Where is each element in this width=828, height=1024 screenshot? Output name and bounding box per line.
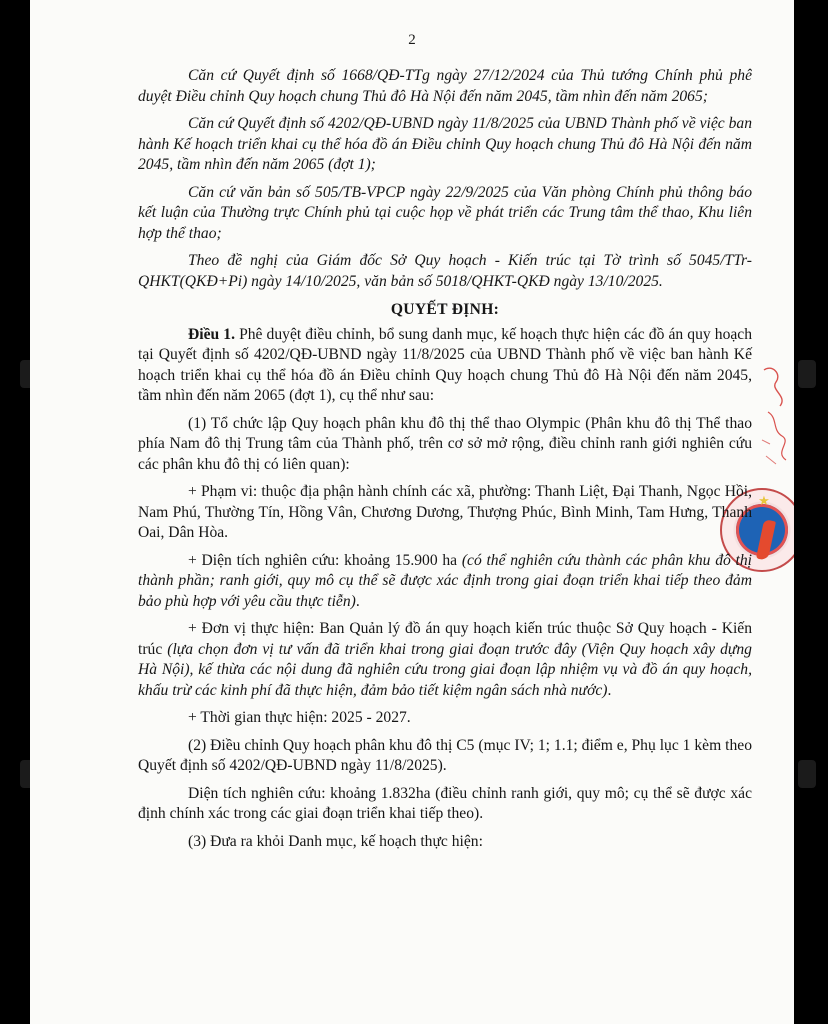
area-text: + Diện tích nghiên cứu: khoảng 15.900 ha (188, 551, 462, 569)
unit-text: + Đơn vị thực hiện: Ban Quản lý đồ án quy hoạch kiến trúc thuộc Sở Quy hoạch - Kiến trúc (138, 620, 752, 658)
item-2-area: Diện tích nghiên cứu: khoảng 1.832ha (điều chỉnh ranh giới, quy mô; cụ thể sẽ được xác định chính xác trong các giai đoạn triển khai tiếp theo). (138, 784, 752, 822)
item-1-unit (138, 619, 752, 701)
article-1 (138, 325, 752, 407)
item-1-scope: + Phạm vi: thuộc địa phận hành chính các xã, phường: Thanh Liệt, Đại Thanh, Ngọc Hồi, Nam Phú, Thường Tín, Hồng Vân, Chương Dương, Thượng Phúc, Bình Minh, Tam Hưng, Thanh Oai, Dân Hòa. (138, 483, 752, 541)
item-1-timeline: + Thời gian thực hiện: 2025 - 2027. (188, 709, 411, 726)
legal-basis-3: Căn cứ văn bản số 505/TB-VPCP ngày 22/9/2025 của Văn phòng Chính phủ thông báo kết luận của Thường trực Chính phủ tại cuộc họp về phát triển các Trung tâm thể thao, Khu liên hợp thể thao; (138, 183, 752, 242)
page-number: 2 (408, 32, 416, 48)
document-body (138, 66, 752, 859)
legal-basis-1: Căn cứ Quyết định số 1668/QĐ-TTg ngày 27/12/2024 của Thủ tướng Chính phủ phê duyệt Điều chỉnh Quy hoạch chung Thủ đô Hà Nội đến năm 2045, tầm nhìn đến năm 2065; (138, 67, 752, 105)
proposal-basis: Theo đề nghị của Giám đốc Sở Quy hoạch - Kiến trúc tại Tờ trình số 5045/TTr-QHKT(QKĐ+Pi) ngày 14/10/2025, văn bản số 5018/QHKT-QKĐ ngày 13/10/2025. (138, 252, 752, 290)
right-edge-shadow (798, 760, 816, 788)
article-1-label: Điều 1. (188, 325, 235, 343)
document-page (30, 0, 794, 1024)
item-2: (2) Điều chỉnh Quy hoạch phân khu đô thị C5 (mục IV; 1; 1.1; điểm e, Phụ lục 1 kèm theo Quyết định số 4202/QĐ-UBND ngày 11/8/2025). (138, 736, 752, 774)
decision-heading: QUYẾT ĐỊNH: (390, 301, 500, 318)
red-stamp-marks (758, 360, 794, 480)
unit-note: (lựa chọn đơn vị tư vấn đã triển khai trong giai đoạn trước đây (Viện Quy hoạch xây dựng Hà Nội), kế thừa các nội dung đã nghiên cứu trong giai đoạn lập nhiệm vụ và đồ án quy hoạch, khấu trừ các kinh phí đã thực hiện, đảm bảo tiết kiệm ngân sách nhà nước) (138, 640, 752, 699)
legal-basis-2: Căn cứ Quyết định số 4202/QĐ-UBND ngày 11/8/2025 của UBND Thành phố về việc ban hành Kế hoạch triển khai cụ thể hóa đồ án Điều chỉnh Quy hoạch chung Thủ đô Hà Nội đến năm 2045, tầm nhìn đến năm 2065 (đợt 1); (138, 115, 752, 173)
item-3: (3) Đưa ra khỏi Danh mục, kế hoạch thực hiện: (188, 832, 483, 850)
unit-end: . (607, 681, 612, 699)
area-note: (có thể nghiên cứu thành các phân khu đô thị thành phần; ranh giới, quy mô cụ thể sẽ được xác định trong giai đoạn triển khai tiếp theo đảm bảo phù hợp với yêu cầu thực tiễn) (138, 551, 752, 610)
article-1-text: Phê duyệt điều chỉnh, bổ sung danh mục, kế hoạch thực hiện các đồ án quy hoạch tại Quyết định số 4202/QĐ-UBND ngày 11/8/2025 của UBND Thành phố về việc ban hành Kế hoạch triển khai cụ thể hóa đồ án Điều chỉnh Quy hoạch chung Thủ đô Hà Nội đến năm 2045, tầm nhìn đến năm 2065 (đợt 1), cụ thể như sau: (138, 325, 753, 404)
right-edge-shadow (798, 360, 816, 388)
seal-map-shape (756, 519, 776, 561)
area-end: . (355, 592, 360, 610)
seal-star-icon: ★ (758, 494, 770, 509)
item-1-area (138, 551, 752, 613)
item-1: (1) Tổ chức lập Quy hoạch phân khu đô thị thể thao Olympic (Phân khu đô thị Thể thao phía Nam đô thị Trung tâm của Thành phố, trên cơ sở mở rộng, điều chỉnh ranh giới nghiên cứu các phân khu đô thị có liên quan): (138, 414, 752, 473)
